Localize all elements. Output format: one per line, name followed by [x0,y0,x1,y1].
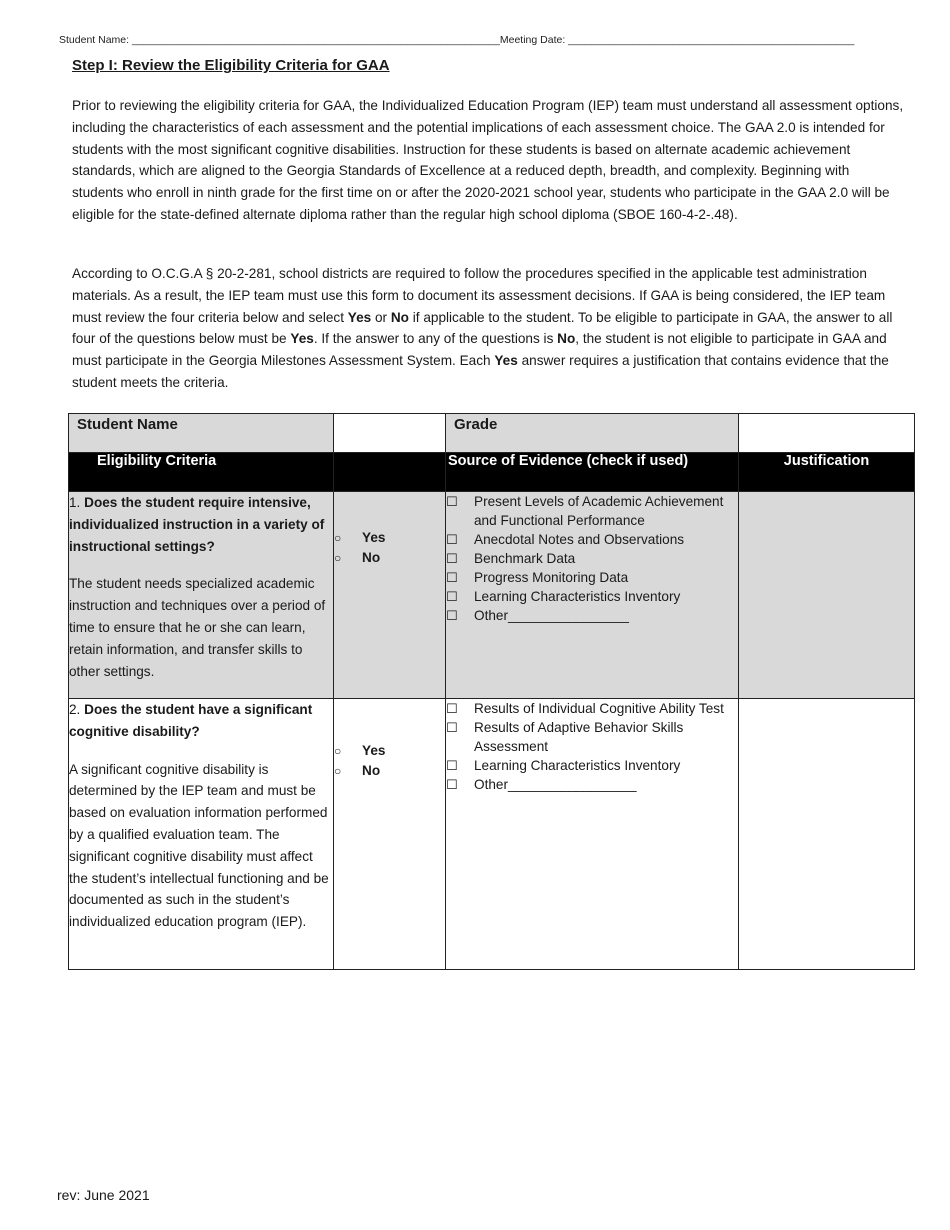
checkbox-icon[interactable]: ☐ [446,551,458,566]
header-justification: Justification [739,453,915,492]
header-eligibility-criteria: Eligibility Criteria [69,453,334,492]
student-name-blank[interactable]: _______________________________________________________________ [131,34,500,46]
evidence-cell [446,492,739,699]
student-name-input-cell[interactable] [334,414,446,453]
checkbox-icon[interactable]: ☐ [446,532,458,547]
justification-cell[interactable] [739,492,915,699]
student-name-cell: Student Name [69,414,334,453]
radio-icon[interactable]: ○ [334,531,342,545]
radio-icon[interactable]: ○ [334,551,342,565]
evidence-item[interactable]: ☐ Other________________ [446,608,629,623]
justification-cell[interactable] [739,699,915,970]
evidence-item[interactable]: ☐ Learning Characteristics Inventory [446,758,681,773]
checkbox-icon[interactable]: ☐ [446,589,458,604]
criterion-cell: 2. Does the student have a significant cognitive disability? A significant cognitive disability is determined by the IEP team and must be based on evaluation information performed by a qualified evaluation team. The significant cognitive disability must affect the student’s intellectual functioning and be documented as such in the student’s individualized education program (IEP). [69,699,334,970]
header-source-of-evidence: Source of Evidence (check if used) [446,453,739,492]
student-info-row [69,414,915,453]
option-no[interactable]: ○ No [334,548,445,568]
table-row [69,699,915,970]
evidence-item[interactable]: ☐ Anecdotal Notes and Observations [446,532,685,547]
header-fields [59,34,899,46]
criterion-description: A significant cognitive disability is determined by the IEP team and must be based on evaluation information performed by a qualified evaluation team. The significant cognitive disability must affect the student’s intellectual functioning and be documented as such in the student’s individualized education program (IEP). [69,761,329,930]
checkbox-icon[interactable]: ☐ [446,777,458,792]
revision-footer: rev: June 2021 [57,1187,150,1203]
checkbox-icon[interactable]: ☐ [446,758,458,773]
evidence-item[interactable]: ☐ Results of Adaptive Behavior Skills Assessment [446,720,684,754]
header-yes-no [334,453,446,492]
checkbox-icon[interactable]: ☐ [446,570,458,585]
option-yes[interactable]: ○ Yes [334,741,445,761]
checkbox-icon[interactable]: ☐ [446,494,458,509]
criterion-cell: 1. Does the student require intensive, individualized instruction in a variety of instructional settings? The student needs specialized academic instruction and techniques over a period of time to ensure that he or she can learn, retain information, and transfer skills to other settings. [69,492,334,699]
table-header-row [69,453,915,492]
step-title: Step I: Review the Eligibility Criteria for GAA [72,57,390,74]
checkbox-icon[interactable]: ☐ [446,701,458,716]
grade-input-cell[interactable] [739,414,915,453]
student-name-label: Student Name: [59,34,130,46]
evidence-item[interactable]: ☐ Present Levels of Academic Achievement and Functional Performance [446,494,724,528]
evidence-item[interactable]: ☐ Results of Individual Cognitive Ability Test [446,701,724,716]
evidence-item[interactable]: ☐ Learning Characteristics Inventory [446,589,681,604]
intro-paragraph: Prior to reviewing the eligibility criteria for GAA, the Individualized Education Program (IEP) team must understand all assessment options, including the characteristics of each assessment and the potential implications of each assessment choice. The GAA 2.0 is intended for students with the most significant cognitive disabilities. Instruction for these students is based on alternate academic achievement standards, which are aligned to the Georgia Standards of Excellence at a reduced depth, breadth, and complexity. Beginning with students who enroll in ninth grade for the first time on or after the 2020-2021 school year, students who participate in the GAA 2.0 will be eligible for the state-defined alternate diploma rather than the regular high school diploma (SBOE 160-4-2-.48). [72,98,904,222]
radio-icon[interactable]: ○ [334,744,342,758]
eligibility-table [68,413,915,970]
yes-no-cell [334,492,446,699]
criterion-description: The student needs specialized academic instruction and techniques over a period of time to ensure that he or she can learn, retain information, and transfer skills to other settings. [69,576,326,679]
evidence-item[interactable]: ☐ Benchmark Data [446,551,576,566]
procedure-paragraph: According to O.C.G.A § 20-2-281, school districts are required to follow the procedures specified in the applicable test administration materials. As a result, the IEP team must use this form to document its assessment decisions. If GAA is being considered, the IEP team must review the four criteria below and select Yes or No if applicable to the student. To be eligible to participate in GAA, the answer to all four of the questions below must be Yes. If the answer to any of the questions is No, the student is not eligible to participate in GAA and must participate in the Georgia Milestones Assessment System. Each Yes answer requires a justification that contains evidence that the student meets the criteria. [72,266,893,390]
evidence-item[interactable]: ☐ Other_________________ [446,777,637,792]
checkbox-icon[interactable]: ☐ [446,720,458,735]
evidence-item[interactable]: ☐ Progress Monitoring Data [446,570,629,585]
option-yes[interactable]: ○ Yes [334,528,445,548]
grade-cell: Grade [446,414,739,453]
meeting-date-blank[interactable]: _________________________________________________ [568,34,855,46]
option-no[interactable]: ○ No [334,761,445,781]
yes-no-cell [334,699,446,970]
radio-icon[interactable]: ○ [334,764,342,778]
table-row [69,492,915,699]
checkbox-icon[interactable]: ☐ [446,608,458,623]
evidence-cell [446,699,739,970]
meeting-date-label: Meeting Date: [499,34,566,46]
